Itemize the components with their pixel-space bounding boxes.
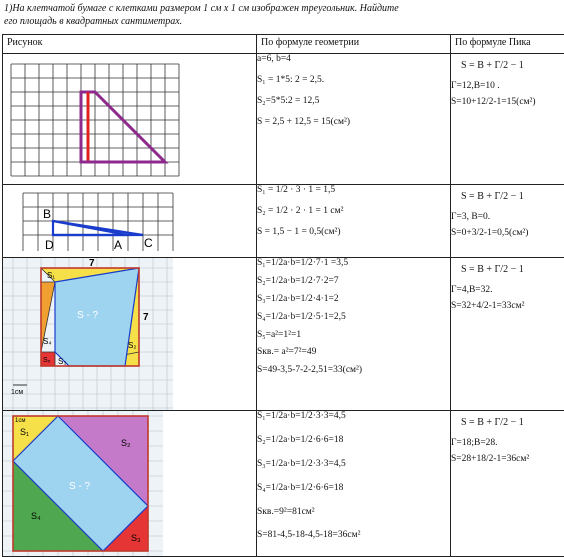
geometry-line: Sкв.=9²=81см²	[257, 507, 450, 519]
pick-line: S=10+12/2-1=15(см²)	[451, 97, 564, 109]
label-c: C	[144, 236, 153, 250]
scale-label: 1см	[11, 389, 23, 396]
label-s3: S₃	[58, 357, 67, 366]
header-pick: По формуле Пика	[451, 35, 564, 54]
figure-cell	[3, 258, 257, 411]
geometry-line: S₁=1/2a·b=1/2·7·1 =3,5	[257, 258, 450, 270]
header-figure: Рисунок	[3, 35, 257, 54]
label-s-unknown: S - ?	[77, 310, 99, 321]
geometry-cell	[257, 54, 451, 185]
label-s4: S₄	[43, 337, 52, 346]
label-s5: S₅	[43, 357, 51, 364]
task-line-1: 1)На клетчатой бумаге с клетками размером 1 см х 1 см изображен треугольник. Найдите	[4, 2, 560, 15]
geometry-line: S₃=1/2a·b=1/2·3·3=4,5	[257, 459, 450, 471]
geometry-cell	[257, 258, 451, 411]
geometry-line: a=6, b=4	[257, 54, 450, 66]
task-text	[4, 2, 560, 28]
geometry-line: S₄=1/2a·b=1/2·5·1=2,5	[257, 312, 450, 324]
label-s3: S₃	[131, 533, 141, 543]
pick-line: Г=4,В=32.	[451, 285, 564, 297]
pick-line: Г=12,В=10 .	[451, 81, 564, 93]
geometry-line: S₂ = 1/2 · 2 · 1 = 1 см²	[257, 206, 450, 218]
pick-cell	[451, 54, 564, 185]
geometry-line: S₁=1/2a·b=1/2·3·3=4,5	[257, 411, 450, 423]
geometry-line: S=81-4,5-18-4,5-18=36см²	[257, 530, 450, 542]
geometry-cell	[257, 185, 451, 258]
grid	[11, 64, 179, 176]
geometry-cell	[257, 411, 451, 557]
pick-line: Г=18;В=28.	[451, 438, 564, 450]
task-line-2: его площадь в квадратных сантиметрах.	[4, 15, 560, 28]
figure-cell	[3, 54, 257, 185]
figure-cell	[3, 411, 257, 557]
pick-formula: S = В + Г/2 − 1	[461, 417, 564, 430]
scale-label: 1см	[15, 418, 25, 424]
table-row	[3, 54, 564, 185]
label-s2: S₂	[121, 438, 131, 448]
header-row	[3, 35, 564, 54]
label-s4: S₄	[31, 511, 41, 521]
label-a: A	[114, 238, 122, 252]
geometry-line: S₂=5*5:2 = 12,5	[257, 96, 450, 108]
geometry-line: S₁ = 1*5: 2 = 2,5.	[257, 75, 450, 87]
label-d: D	[45, 238, 54, 252]
geometry-line: S₅=a²=1²=1	[257, 330, 450, 342]
label-top-7: 7	[89, 258, 95, 269]
pick-cell	[451, 185, 564, 258]
label-s-unknown: S - ?	[69, 481, 91, 492]
label-s1: S₁	[47, 271, 55, 280]
solution-table	[2, 34, 564, 557]
geometry-line: S₃=1/2a·b=1/2·4·1=2	[257, 294, 450, 306]
geometry-line: S₁ = 1/2 · 3 · 1 = 1,5	[257, 185, 450, 197]
pick-line: S=32+4/2-1=33см²	[451, 301, 564, 313]
table-row	[3, 185, 564, 258]
geometry-line: S = 1,5 − 1 = 0,5(см²)	[257, 227, 450, 239]
rectangle-figure	[3, 411, 248, 556]
triangle-figure-1	[3, 54, 248, 184]
geometry-line: S = 2,5 + 12,5 = 15(см²)	[257, 117, 450, 129]
triangle-figure-2	[3, 185, 248, 257]
pick-line: S=28+18/2-1=36см²	[451, 454, 564, 466]
pick-cell	[451, 258, 564, 411]
label-b: B	[43, 207, 51, 221]
label-s2: S₂	[128, 341, 136, 350]
table-row	[3, 258, 564, 411]
table-row	[3, 411, 564, 557]
pick-cell	[451, 411, 564, 557]
label-s1: S₁	[20, 427, 29, 437]
figure-cell	[3, 185, 257, 258]
geometry-line: S=49-3,5-7-2-2,51=33(см²)	[257, 365, 450, 377]
header-geometry: По формуле геометрии	[257, 35, 451, 54]
label-right-7: 7	[143, 312, 149, 323]
pick-formula: S = В + Г/2 − 1	[461, 264, 564, 277]
pick-line: Г=3, В=0.	[451, 212, 564, 224]
pick-line: S=0+3/2-1=0,5(см²)	[451, 228, 564, 240]
geometry-line: S₄=1/2a·b=1/2·6·6=18	[257, 483, 450, 495]
geometry-line: S₂=1/2a·b=1/2·6·6=18	[257, 435, 450, 447]
geometry-line: Sкв.= a²=7²=49	[257, 347, 450, 359]
quadrilateral-figure	[3, 258, 248, 410]
pick-formula: S = В + Г/2 − 1	[461, 60, 564, 73]
geometry-line: S₂=1/2a·b=1/2·7·2=7	[257, 276, 450, 288]
pick-formula: S = В + Г/2 − 1	[461, 191, 564, 204]
